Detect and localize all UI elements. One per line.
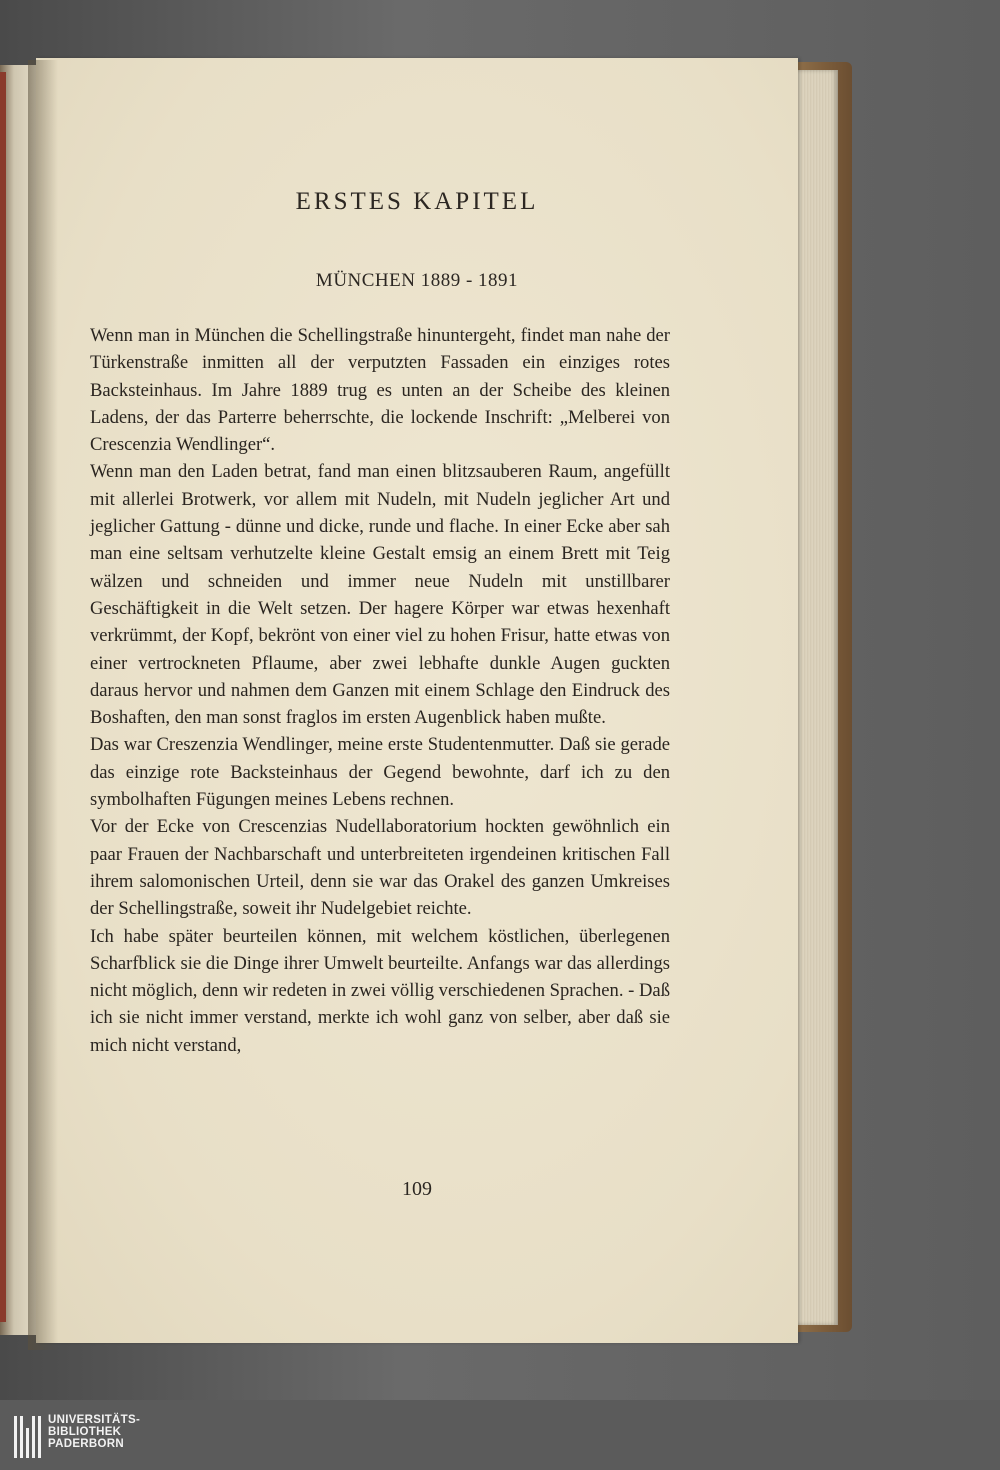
book-page (36, 58, 798, 1343)
paragraph: Ich habe später beurteilen können, mit welchem köstlichen, überlegenen Scharfblick sie die Dinge ihrer Umwelt beurteilte. Anfangs war das allerdings nicht möglich, denn wir redeten in zwei völlig verschiedenen Sprachen. - Daß ich sie nicht immer verstand, merkte ich wohl ganz von selber, aber daß sie mich nicht verstand, (90, 925, 670, 1056)
gutter-shadow (28, 60, 58, 1350)
logo-line-1: UNIVERSITÄTS- (48, 1414, 141, 1426)
left-cover-strip (0, 72, 6, 1322)
paragraph: Das war Creszenzia Wendlinger, meine erste Studentenmutter. Daß sie gerade das einzige rote Backsteinhaus der Gegend bewohnte, darf ich zu den symbolhaften Fügungen meines Lebens rechnen. (90, 734, 670, 811)
logo-line-3: PADERBORN (48, 1438, 124, 1450)
paragraph: Wenn man in München die Schellingstraße hinuntergeht, findet man nahe der Türkenstraße inmitten all der verputzten Fassaden ein einziges rotes Backsteinhaus. Im Jahre 1889 trug es unten an der Scheibe des kleinen Ladens, der das Parterre beherrschte, die lockende Inschrift: „Melberei von Crescenzia Wendlinger“. (90, 325, 670, 456)
library-logo (14, 1414, 140, 1464)
chapter-heading: ERSTES KAPITEL (295, 188, 539, 215)
logo-line-2: BIBLIOTHEK (48, 1426, 122, 1438)
library-logo-text (48, 1414, 140, 1450)
body-text (90, 322, 670, 1059)
paragraph: Vor der Ecke von Crescenzias Nudellaboratorium hockten gewöhnlich ein paar Frauen der Nachbarschaft und unterbreiteten irgendeinen kritischen Fall ihrem salomonischen Urteil, denn sie war das Orakel des ganzen Umkreises der Schellingstraße, soweit ihr Nudelgebiet reichte. (90, 816, 670, 920)
page-number: 109 (402, 1178, 432, 1200)
paragraph: Wenn man den Laden betrat, fand man einen blitzsauberen Raum, angefüllt mit allerlei Brotwerk, vor allem mit Nudeln, mit Nudeln jeglicher Art und jeglicher Gattung - dünne und dicke, runde und flache. In einer Ecke aber sah man eine seltsam verhutzelte kleine Gestalt emsig an einem Brett mit Teig wälzen und schneiden und immer neue Nudeln mit unstillbarer Geschäftigkeit in die Welt setzen. Der hagere Körper war etwas hexenhaft verkrümmt, der Kopf, bekrönt von einer viel zu hohen Frisur, hatte etwas von einer vertrockneten Pflaume, aber zwei lebhafte dunkle Augen guckten daraus hervor und nahmen dem Ganzen mit einem Schlage den Eindruck des Boshaften, den man sonst fraglos im ersten Augenblick haben mußte. (90, 461, 670, 729)
section-heading: MÜNCHEN 1889 - 1891 (315, 270, 519, 291)
library-logo-icon (14, 1416, 41, 1458)
footer-bar (0, 1400, 1000, 1470)
